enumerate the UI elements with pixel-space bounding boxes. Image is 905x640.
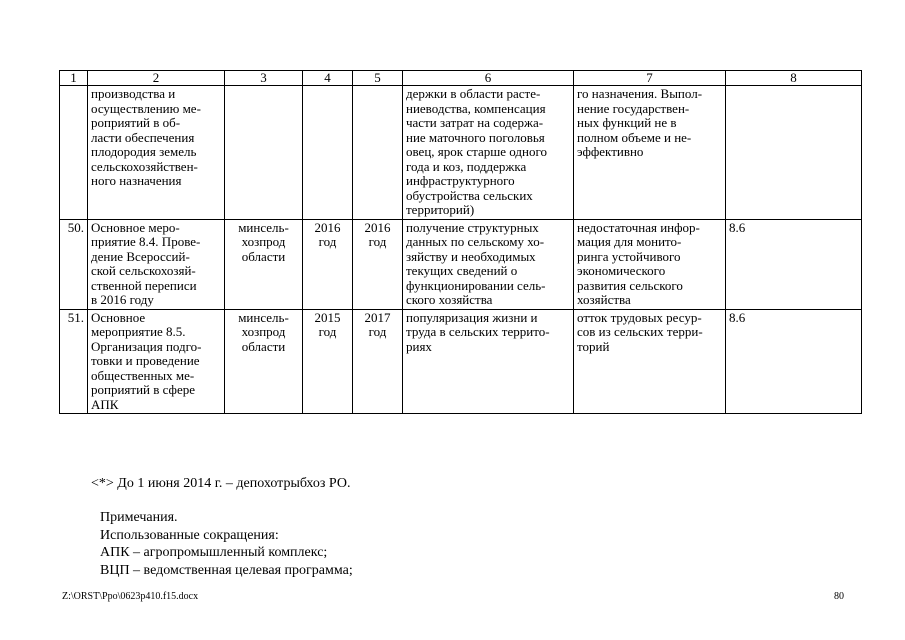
program-table <box>59 70 862 414</box>
table-row <box>60 309 862 414</box>
executor-text: минсель- хозпрод области <box>238 309 289 354</box>
activity-name-text: производства и осуществлению ме- роприятий в об- ласти обеспечения плодородия земель сельскохозяйствен- ного назначения <box>91 86 201 188</box>
end-year-cell <box>353 219 403 309</box>
table-row <box>60 86 862 220</box>
activity-name-cell <box>88 86 225 220</box>
expected-result-text: получение структурных данных по сельскому хо- зяйству и необходимых текущих сведений о функционировании сель- ского хозяйства <box>406 219 546 307</box>
expected-result-cell <box>403 219 574 309</box>
start-year-text: 2015 год <box>314 309 341 339</box>
start-year-cell <box>303 309 353 414</box>
end-year-text: 2016 год <box>364 219 391 249</box>
column-header-1: 1 <box>60 71 88 86</box>
indicator-link-text: 8.6 <box>729 309 746 325</box>
consequence-text: недостаточная инфор- мация для монито- ринга устойчивого экономического развития сельского хозяйства <box>577 219 700 307</box>
activity-name-cell <box>88 309 225 414</box>
notes-title: Примечания. <box>100 510 178 525</box>
column-header-8: 8 <box>726 71 862 86</box>
expected-result-cell <box>403 86 574 220</box>
expected-result-cell <box>403 309 574 414</box>
activity-name-cell <box>88 219 225 309</box>
row-number-text: 51. <box>67 309 84 325</box>
footnote: <*> До 1 июня 2014 г. – депохотрыбхоз РО. <box>91 476 351 491</box>
consequence-cell <box>574 309 726 414</box>
activity-name-text: Основное меро- приятие 8.4. Прове- дение Всероссий- ской сельскохозяй- ственной переписи в 2016 году <box>91 219 201 307</box>
table-header-row <box>60 71 862 86</box>
expected-result-text: держки в области расте- ниеводства, компенсация части затрат на содержа- ние маточного поголовья овец, ярок старше одного года и коз, поддержка инфраструктурного обустройства сельских территорий) <box>406 86 547 217</box>
consequence-text: отток трудовых ресур- сов из сельских терри- торий <box>577 309 703 354</box>
start-year-cell <box>303 219 353 309</box>
executor-cell <box>225 219 303 309</box>
abbreviation-item: АПК – агропромышленный комплекс; <box>100 545 328 560</box>
indicator-link-text: 8.6 <box>729 219 746 235</box>
indicator-link-cell <box>726 86 862 220</box>
column-header-6: 6 <box>403 71 574 86</box>
table-row <box>60 219 862 309</box>
row-number <box>60 219 88 309</box>
consequence-cell <box>574 86 726 220</box>
activity-name-text: Основное мероприятие 8.5. Организация подго- товки и проведение общественных ме- роприятий в сфере АПК <box>91 309 202 412</box>
notes-section <box>100 509 353 579</box>
column-header-2: 2 <box>88 71 225 86</box>
page-number: 80 <box>834 591 844 602</box>
abbreviations-title: Использованные сокращения: <box>100 527 279 543</box>
indicator-link-cell <box>726 219 862 309</box>
executor-cell <box>225 309 303 414</box>
abbreviation-item: ВЦП – ведомственная целевая программа; <box>100 562 353 578</box>
row-number <box>60 309 88 414</box>
end-year-cell <box>353 86 403 220</box>
column-header-5: 5 <box>353 71 403 86</box>
column-header-7: 7 <box>574 71 726 86</box>
expected-result-text: популяризация жизни и труда в сельских террито- риях <box>406 309 550 354</box>
indicator-link-cell <box>726 309 862 414</box>
end-year-cell <box>353 309 403 414</box>
footer-file-path: Z:\ORST\Ppo\0623p410.f15.docx <box>62 591 199 602</box>
column-header-4: 4 <box>303 71 353 86</box>
end-year-text: 2017 год <box>364 309 391 339</box>
row-number <box>60 86 88 220</box>
consequence-cell <box>574 219 726 309</box>
consequence-text: го назначения. Выпол- нение государствен- ных функций не в полном объеме и не- эффективно <box>577 86 703 159</box>
start-year-cell <box>303 86 353 220</box>
column-header-3: 3 <box>225 71 303 86</box>
executor-text: минсель- хозпрод области <box>238 219 289 264</box>
start-year-text: 2016 год <box>314 219 341 249</box>
row-number-text: 50. <box>67 219 84 235</box>
executor-cell <box>225 86 303 220</box>
